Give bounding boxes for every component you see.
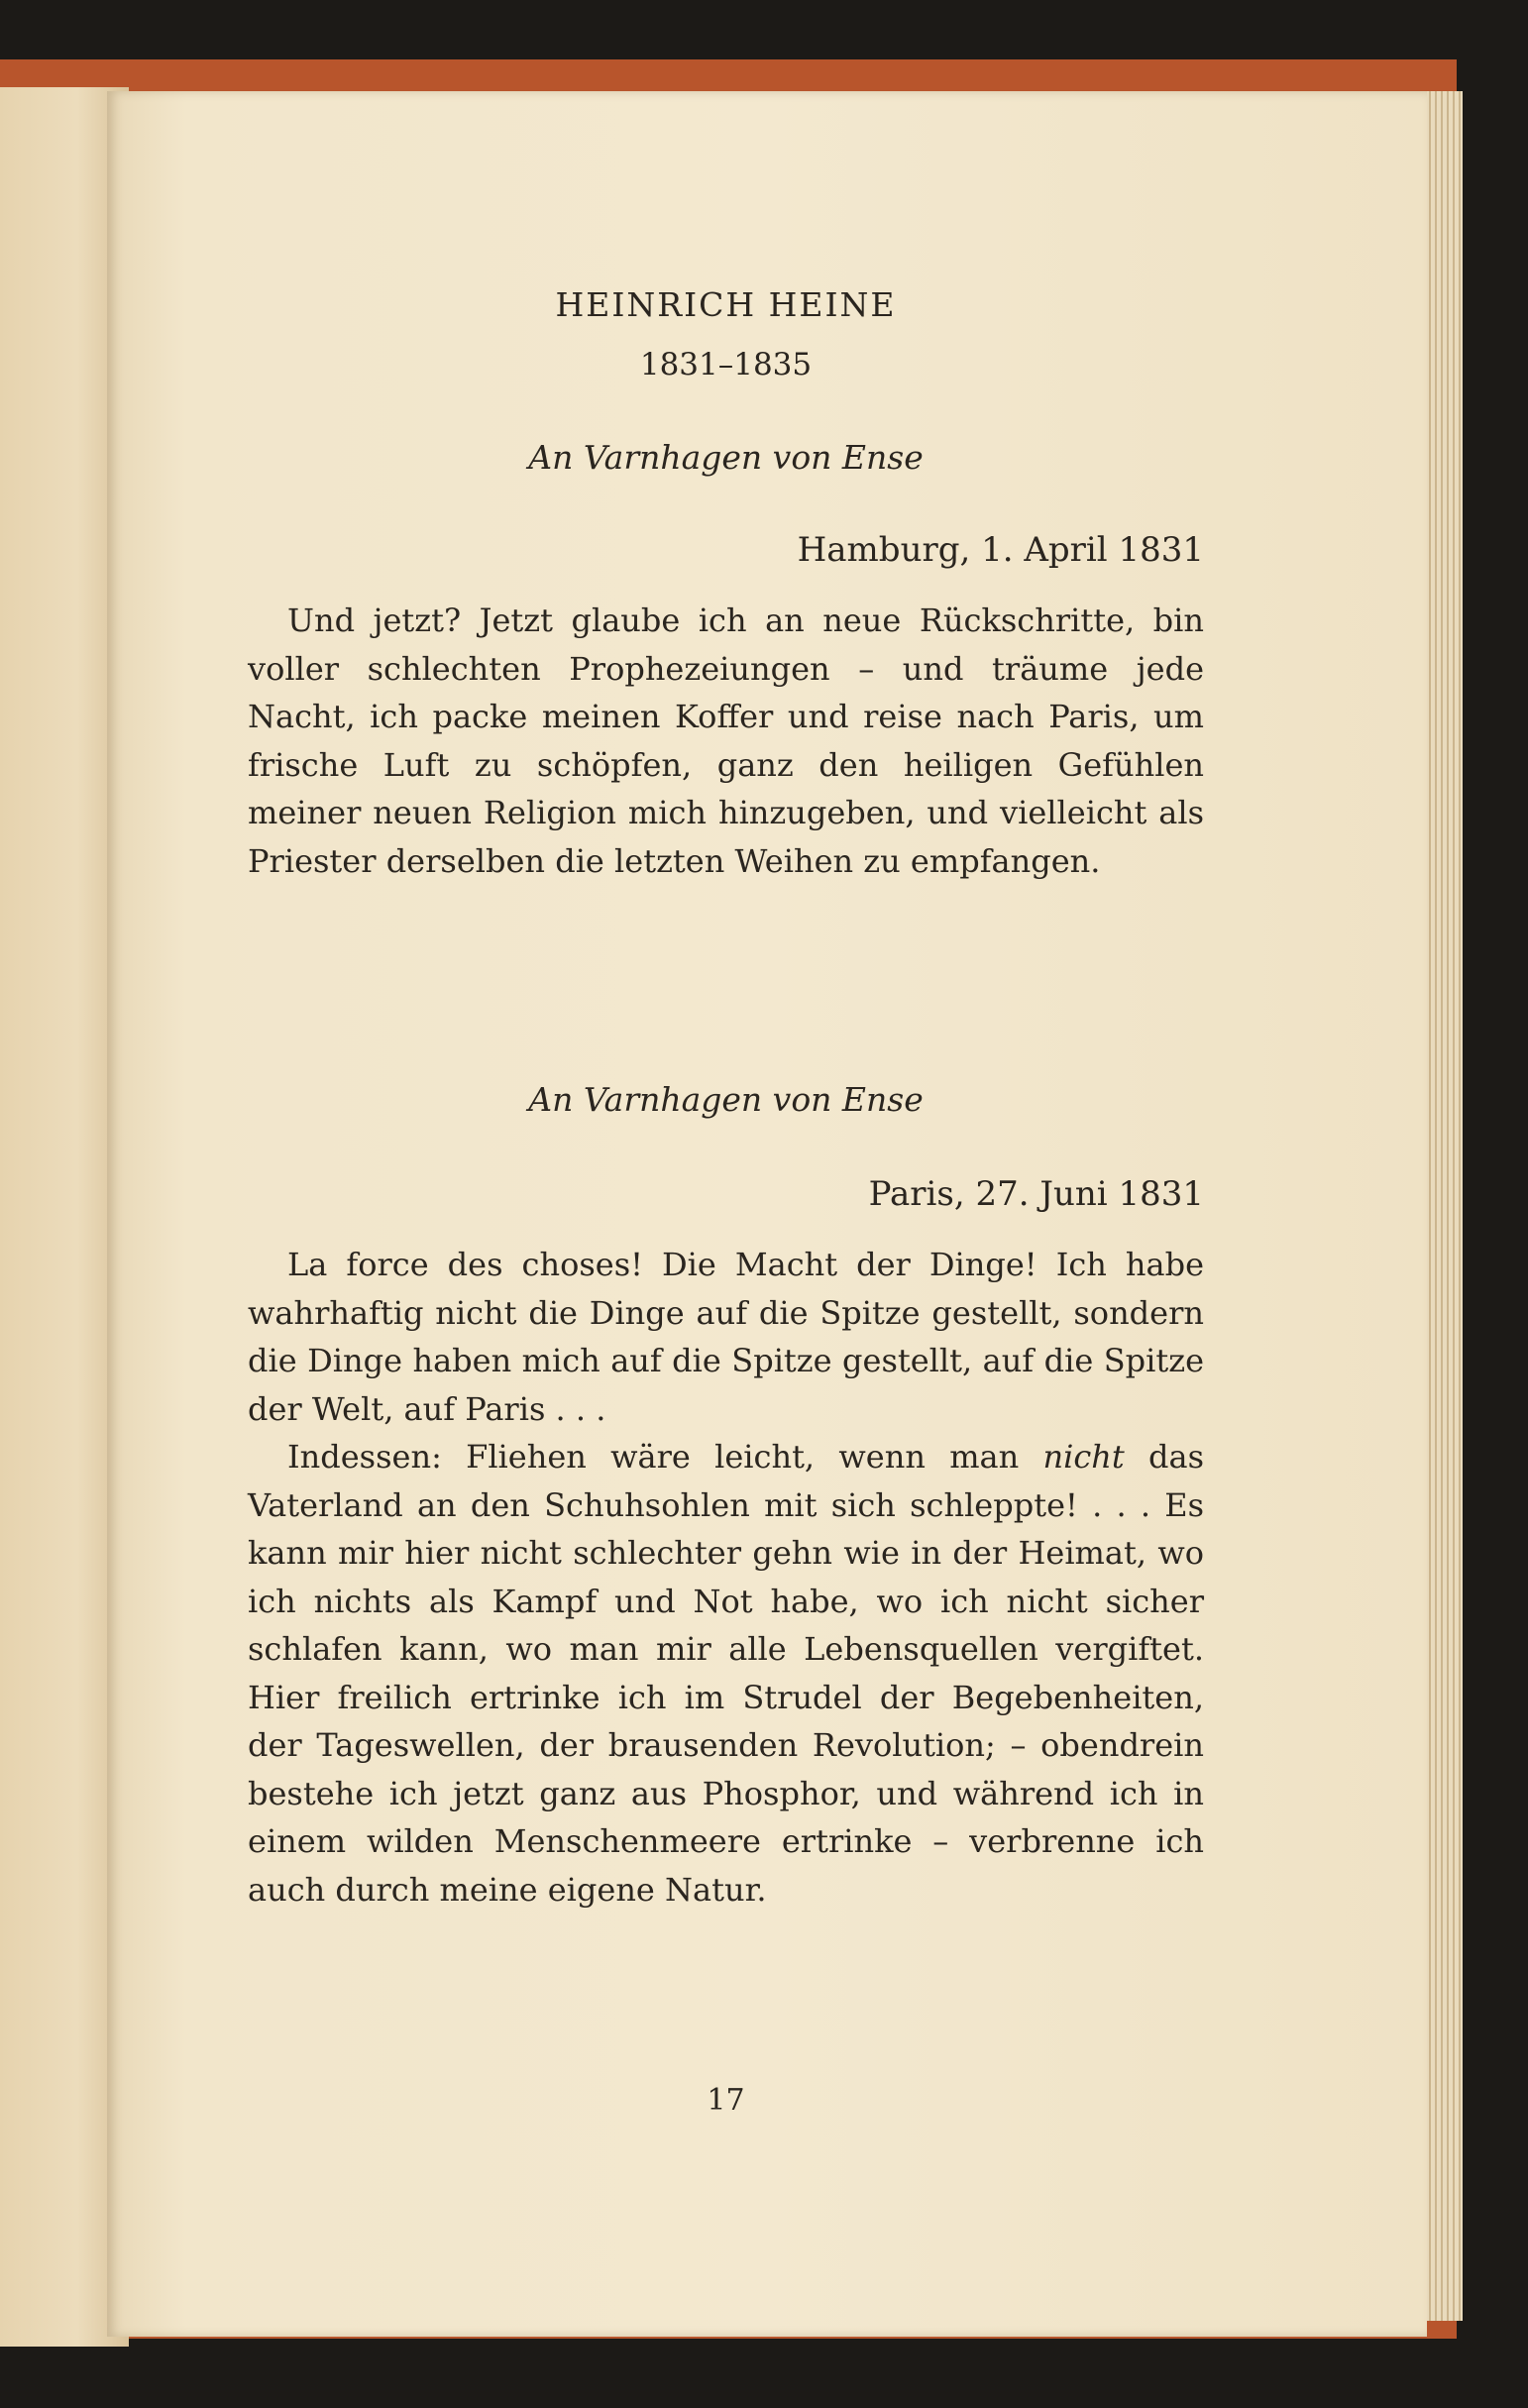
page-number: 17 bbox=[707, 2083, 745, 2118]
letter-1-heading: An Varnhagen von Ense bbox=[528, 438, 924, 477]
year-range: 1831–1835 bbox=[639, 347, 813, 383]
emphasis-text: nicht bbox=[1042, 1438, 1125, 1476]
paragraph-text: das Vaterland an den Schuhsohlen mit sich schleppte! . . . Es kann mir hier nicht schlechter gehn wie in der Heimat, wo ich nichts als Kampf und Not habe, wo ich nicht sicher schlafen kann, wo man mir alle Lebensquellen vergiftet. Hier freilich ertrinke ich im Strudel der Begebenheiten, der Tageswellen, der brausenden Revolution; – obendrein bestehe ich jetzt ganz aus Phosphor, und während ich in einem wilden Menschenmeere ertrinke – verbrenne ich auch durch meine eigene Natur. bbox=[248, 1438, 1205, 1909]
letter-2-heading: An Varnhagen von Ense bbox=[528, 1080, 924, 1119]
paragraph-text: Indessen: Fliehen wäre leicht, wenn man bbox=[287, 1438, 1043, 1476]
book-page bbox=[107, 91, 1427, 2337]
letter-1-dateline: Hamburg, 1. April 1831 bbox=[797, 530, 1204, 570]
author-title: HEINRICH HEINE bbox=[555, 285, 897, 324]
letter-2-paragraph-2 bbox=[248, 1433, 1204, 1914]
letter-2-paragraph-1: La force des choses! Die Macht der Dinge! Ich habe wahrhaftig nicht die Dinge auf die Spitze gestellt, sondern die Dinge haben mich auf die Spitze gestellt, auf die Spitze der Welt, auf Paris . . . bbox=[248, 1246, 1204, 1428]
letter-1-paragraph-1: Und jetzt? Jetzt glaube ich an neue Rückschritte, bin voller schlechten Prophezeiungen – und träume jede Nacht, ich packe meinen Koffer und reise nach Paris, um frische Luft zu schöpfen, ganz den heiligen Gefühlen meiner neuen Religion mich hinzugeben, und vielleicht als Priester derselben die letzten Weihen zu empfangen. bbox=[248, 602, 1204, 880]
letter-2-dateline: Paris, 27. Juni 1831 bbox=[868, 1174, 1204, 1214]
